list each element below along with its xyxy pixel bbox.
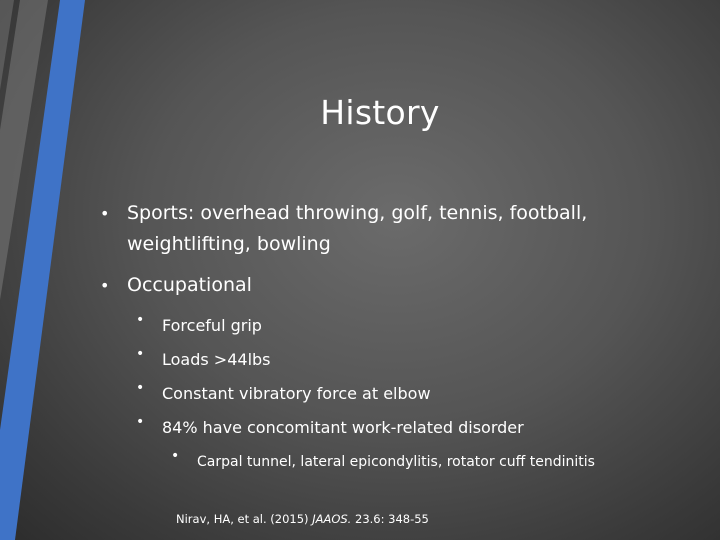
bullet-sports	[100, 198, 660, 260]
citation-journal: JAAOS.	[312, 512, 352, 526]
citation-authors: Nirav, HA, et al. (2015)	[176, 512, 313, 526]
bullet-occupational	[100, 270, 660, 301]
sub-sub-bullet-text: Carpal tunnel, lateral epicondylitis, rotator cuff tendinitis	[197, 454, 595, 470]
bullet-list	[100, 198, 660, 477]
bullet-icon: •	[171, 448, 180, 464]
sub-bullet-text: Forceful grip	[162, 316, 262, 335]
bullet-icon: •	[136, 346, 145, 362]
sub-bullet	[136, 343, 660, 377]
sub-bullet-text: Loads >44lbs	[162, 350, 271, 369]
sub-bullet-text: Constant vibratory force at elbow	[162, 384, 431, 403]
slide-title: History	[320, 93, 440, 132]
disorder-sublist	[171, 447, 660, 477]
citation	[176, 512, 429, 526]
occupational-sublist	[136, 309, 660, 477]
sub-bullet-text: 84% have concomitant work-related disorder	[162, 418, 524, 437]
bullet-icon: •	[136, 380, 145, 396]
bullet-icon: •	[100, 204, 110, 223]
sub-bullet	[136, 377, 660, 411]
sub-bullet	[136, 411, 660, 445]
sub-sub-bullet	[171, 447, 660, 477]
bullet-text: Occupational	[127, 274, 252, 296]
bullet-icon: •	[136, 414, 145, 430]
bullet-text: Sports: overhead throwing, golf, tennis, football, weightlifting, bowling	[127, 202, 588, 255]
sub-bullet	[136, 309, 660, 343]
citation-volume: 23.6: 348-55	[351, 512, 429, 526]
bullet-icon: •	[136, 312, 145, 328]
bullet-icon: •	[100, 276, 110, 295]
